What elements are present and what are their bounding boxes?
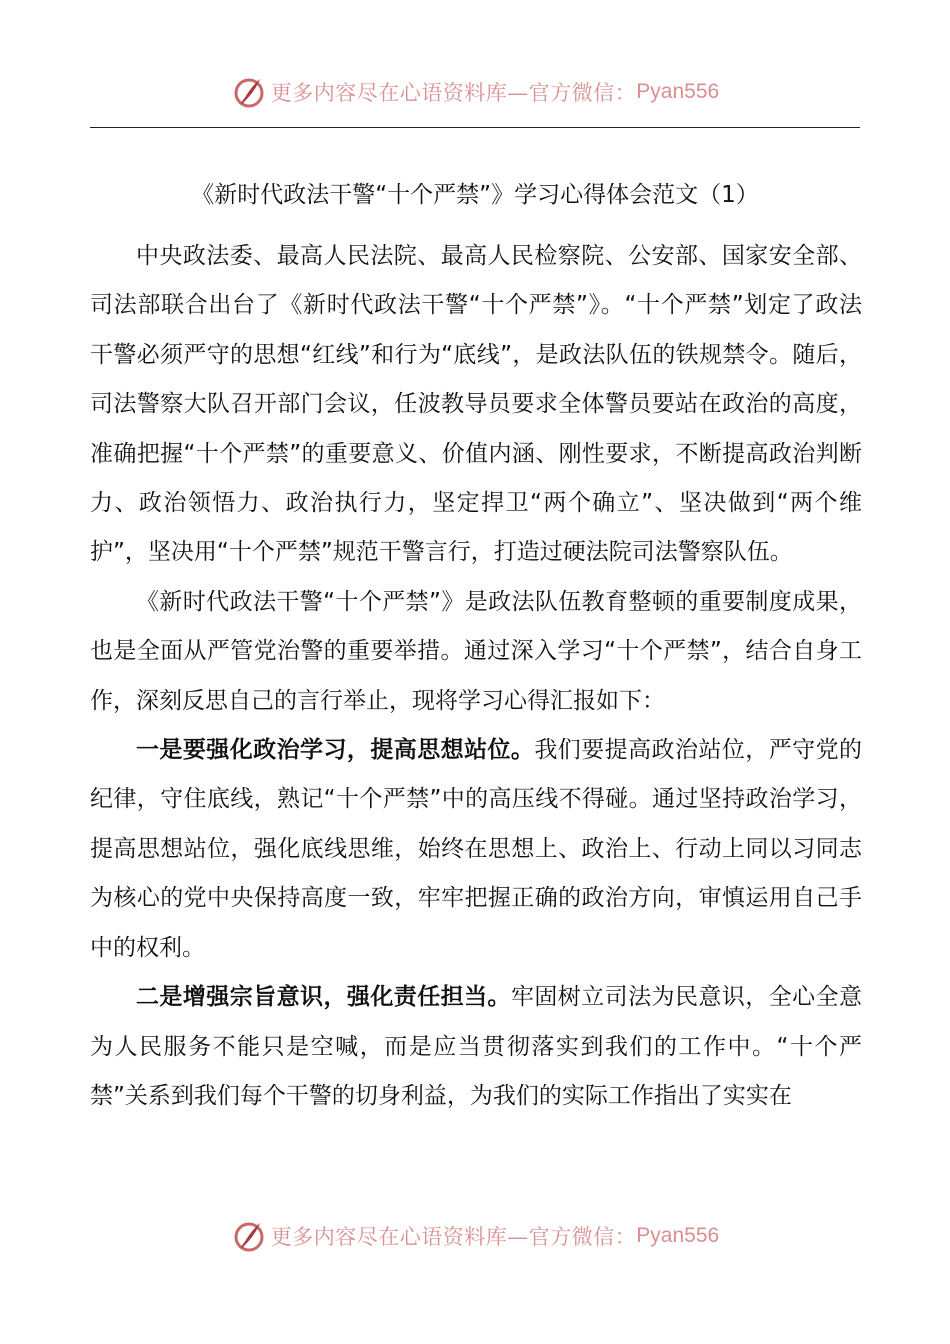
paragraph-lead: 一是要强化政治学习，提高思想站位。 — [136, 737, 535, 764]
paragraph-text: 牢固树立司法为民意识，全心全意为人民服务不能只是空喊，而是应当贯彻落实到我们的工作中。“十个严禁”关系到我们每个干警的切身利益，为我们的实际工作指出了实实在 — [90, 984, 863, 1109]
body-paragraph — [90, 578, 862, 726]
header-watermark-id: Pyan556 — [636, 80, 720, 103]
body-paragraph — [90, 726, 862, 973]
paragraph-text: 《新时代政法干警“十个严禁”》是政法队伍教育整顿的重要制度成果，也是全面从严管党治警的重要举措。通过深入学习“十个严禁”，结合自身工作，深刻反思自己的言行举止，现将学习心得汇报如下： — [90, 588, 862, 714]
header-watermark-text: 更多内容尽在心语资料库—官方微信： — [270, 81, 637, 105]
footer-watermark-text: 更多内容尽在心语资料库—官方微信： — [270, 1225, 637, 1249]
body-paragraph — [90, 232, 862, 578]
quill-logo-icon — [231, 1218, 267, 1254]
document-title: 《新时代政法干警“十个严禁”》学习心得体会范文（1） — [191, 182, 759, 208]
header-divider — [90, 127, 860, 128]
paragraph-text: 我们要提高政治站位，严守党的纪律，守住底线，熟记“十个严禁”中的高压线不得碰。通过坚持政治学习，提高思想站位，强化底线思维，始终在思想上、政治上、行动上同以习同志为核心的党中央保持高度一致，牢牢把握正确的政治方向，审慎运用自己手中的权利。 — [90, 737, 863, 961]
paragraph-text: 中央政法委、最高人民法院、最高人民检察院、公安部、国家安全部、司法部联合出台了《新时代政法干警“十个严禁”》。“十个严禁”划定了政法干警必须严守的思想“红线”和行为“底线”，是政法队伍的铁规禁令。随后，司法警察大队召开部门会议，任波教导员要求全体警员要站在政治的高度，准确把握“十个严禁”的重要意义、价值内涵、刚性要求，不断提高政治判断力、政治领悟力、政治执行力，坚定捍卫“两个确立”、坚决做到“两个维护”，坚决用“十个严禁”规范干警言行，打造过硬法院司法警察队伍。 — [90, 243, 862, 566]
footer-watermark — [0, 1216, 950, 1256]
header-watermark — [0, 72, 950, 112]
document-body — [90, 232, 862, 1121]
quill-logo-icon — [231, 74, 267, 110]
paragraph-lead: 二是增强宗旨意识，强化责任担当。 — [136, 984, 511, 1011]
footer-watermark-id: Pyan556 — [636, 1224, 720, 1247]
body-paragraph — [90, 973, 862, 1121]
